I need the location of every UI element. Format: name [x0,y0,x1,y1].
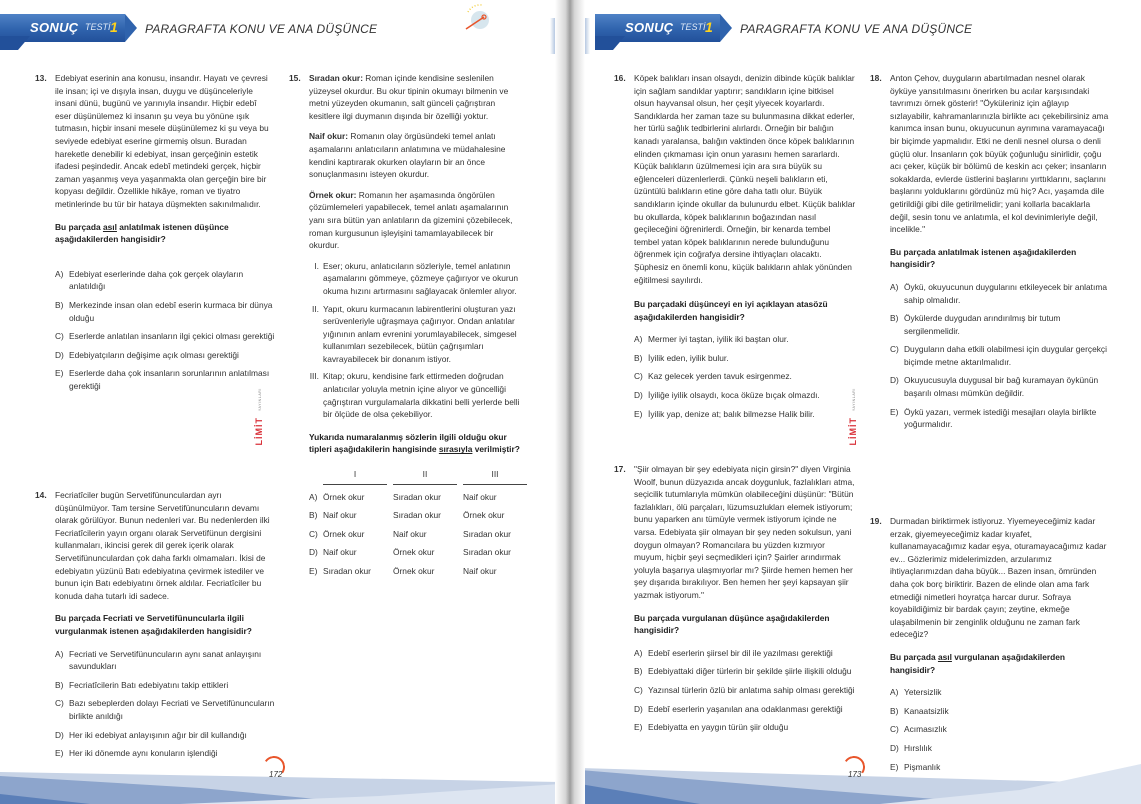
answer-option-a[interactable] [309,491,521,504]
question-number: 19. [870,516,882,526]
statement-text: Kitap; okuru, kendisine fark ettirmeden doğrudan anlatıcılar yoluyla metnin içine alıyor ve güncelliği çağrıştıran vurgulamalarla dikkatini belli yerlerde belli bir ölçüde de olsa çekebiliyor. [323,371,520,420]
definition-term: Sıradan okur: [309,73,363,83]
definition-naive-reader [309,130,521,180]
option-cell: Naif okur [323,547,357,558]
question-passage: "Şiir olmayan bir şey edebiyata niçin girsin?" diyen Virginia Woolf, bunun düzyazıda ancak doygunluk, fazlalıkları atma, seçicilik tutumlarıyla mümkün olabileceğini düşünür: "Bütün fazlalıkları, ölü parçaları, lüzumsuzlukları elemek istiyorum; bunu yaparken anı tümüyle vermek istiyorum içinde ne varsa. Edebiyata şiir olmayan bir şey neden sokulsun, yani doygun olmayan? Romancılara bu yüzden kızmıyor muyum, hiçbir şeyi seçmedikleri için? Şairler arındırmak yoluyla başarıya ulaşmıyorlar mı? Şiirde hemen hemen her şey dışarıda bırakılıyor. Ben hemen her şeyi kapsayan şiir yazmak istiyorum." [634,464,855,600]
option-letter: A) [890,281,899,292]
answer-option-e[interactable] [309,565,521,578]
question-stem: Bu parçada Fecriati ve Servetifünuncularla ilgili vurgulanmak istenen aşağıdakilerden hangisidir? [55,613,252,636]
option-text: Okuyucusuyla duygusal bir bağ kuramayan öykünün başarılı olması mümkün değildir. [904,375,1099,399]
stem-underlined-word: asıl [102,221,117,232]
option-letter: A) [634,334,643,345]
answer-option-d[interactable] [890,742,1110,755]
gauge-icon [462,2,492,32]
option-text: Merkezinde insan olan edebî eserin kurmaca bir dünya olduğu [69,299,273,323]
answer-option-a[interactable] [890,281,1110,306]
option-text: Edebiyatçıların değişime açık olması gerektiği [69,349,239,360]
definition-text: Romanın olay örgüsündeki temel anlatı aşamalarını anlatıcıların anlatımına ve müdahalesine kendini kaptırarak okurken olayların bir an önce sonuçlanmasını isteyen okurdur. [309,131,506,180]
statement-i [309,260,521,298]
option-letter: E) [634,408,643,419]
option-letter: B) [634,352,643,363]
option-text: Edebiyatta en yaygın türün şiir olduğu [648,722,789,733]
banner-arrow [125,14,137,42]
option-letter: B) [634,666,643,677]
option-cell: Sıradan okur [323,566,371,576]
statement-iii [309,370,521,420]
answer-option-c[interactable] [309,528,521,541]
option-text: Fecriati ve Servetifünuncuların aynı sanat anlayışını savundukları [69,648,262,672]
option-cell: Naif okur [463,566,497,576]
question-number: 16. [614,73,626,83]
stem-text: verilmiştir? [472,444,520,455]
option-text: Edebiyattaki diğer türlerin bir şekilde şiirle ilişkili olduğu [648,666,852,677]
option-text: Kaz gelecek yerden tavuk esirgenmez. [648,371,792,382]
option-letter: D) [890,742,899,753]
option-cell: Örnek okur [393,566,435,576]
stem-underlined-word: sırasıyla [438,444,473,455]
option-text: Edebî eserlerin yaşanılan ana odaklanması gerektiği [648,703,843,714]
question-number: 18. [870,73,882,83]
option-text: İyilik eden, iyilik bulur. [648,352,729,363]
test-label: TESTİ [85,22,111,32]
definition-model-reader [309,189,521,252]
option-letter: E) [309,566,318,576]
answer-option-d[interactable] [55,729,275,742]
answer-option-c[interactable] [55,697,275,722]
answer-option-c[interactable] [55,330,275,343]
option-text: Yetersizlik [904,687,942,698]
question-stem: Bu parçada anlatılmak istenen aşağıdakilerden hangisidir? [890,246,1077,270]
test-label: TESTİ [680,22,706,32]
option-letter: A) [55,648,64,659]
statement-number: II. [312,303,319,314]
left-page [0,0,560,804]
stem-text: Yukarıda numaralanmış sözlerin ilgili olduğu okur tipleri aşağıdakilerin hangisinde [309,431,507,455]
option-text: Pişmanlık [904,761,941,772]
option-letter: B) [309,510,318,521]
option-text: İyiliğe iyilik olsaydı, koca öküze bıçak olmazdı. [648,390,820,401]
definition-term: Naif okur: [309,131,349,142]
answer-option-a[interactable] [55,268,275,293]
option-text: Edebiyat eserlerinde daha çok gerçek olayların anlatıldığı [69,268,244,292]
publisher-name: LİMİT [254,416,264,445]
question-stem [890,651,1110,676]
answer-option-a[interactable] [634,333,856,346]
option-letter: A) [55,268,64,279]
option-cell: Sıradan okur [393,491,441,502]
statement-number: III. [309,371,319,382]
option-letter: D) [55,729,64,740]
option-letter: C) [55,698,64,709]
answer-option-c[interactable] [634,684,856,697]
option-text: Öykü, okuyucunun duygularını etkileyecek bir anlatıma sahip olmalıdır. [904,281,1107,305]
question-17 [614,463,856,740]
test-number: 1 [705,19,713,35]
test-number: 1 [110,19,118,35]
answer-option-e[interactable] [634,721,856,734]
question-stem [309,431,521,456]
publisher-sub: YAYINLARI [258,387,262,411]
numbered-statements [309,260,521,421]
option-text: Edebî eserlerin şiirsel bir dil ile yazılması gerektiği [648,647,833,658]
option-cell: Örnek okur [393,547,435,558]
stem-text: vurgulanan aşağıdakilerden hangisidir? [890,651,1066,675]
option-text: Bazı sebeplerden dolayı Fecriati ve Servetifünuncuların birlikte anıldığı [69,698,275,721]
series-label: SONUÇ [625,20,674,35]
option-letter: D) [634,390,643,401]
answer-options [634,647,856,734]
question-number: 17. [614,464,626,474]
question-passage: Fecriatîciler bugün Servetifünunculardan ayrı düşünülmüyor. Tam tersine Servetifünuncuların devamı olarak görülüyor. Bunun nedenleri var. Bu nedenlerden ilki Fecriatîcilerin yayın organı olarak Servetifünun dergisini kullanmaları, ikincisi gerek dil gerek içerik olarak Servetifünunculardan çok daha farklı olmamaları. İkisi de edebiyatın yüzünü Batı edebiyatına çevirmek istediler ve bunun için Batı edebiyatını örnek aldılar. Fecriatîciler bu konuda daha tutarlı idi sadece. [55,490,270,601]
option-cell: Sıradan okur [463,528,511,539]
answer-option-d[interactable] [309,546,521,559]
book-spine [555,0,585,804]
option-text: Mermer iyi taştan, iyilik iki baştan olur. [648,334,789,345]
publisher-logo [848,355,862,445]
option-text: Eserlerde daha çok insanların sorunlarının anlatılması gerektiği [69,368,270,391]
definition-text: Romanın her aşamasında öngörülen çözümlemeleri yapabilecek, temel anlatı aşamalarının yanı sıra bütün yan anlatıların da gizemini çözebilecek, roman kurgusunun işleyişini tamamlayabilecek bir okurdur. [309,189,513,251]
question-16 [614,72,856,426]
right-page [580,0,1141,804]
header-spacer [309,468,317,485]
question-14 [35,489,275,766]
answer-option-a[interactable] [890,686,1110,699]
option-letter: B) [890,313,899,324]
option-cell: Naif okur [323,510,357,521]
banner-ribbon-tail [0,36,30,50]
banner-arrow [720,14,732,42]
question-stem [55,221,275,246]
option-letter: A) [309,491,318,502]
answer-option-a[interactable] [55,648,275,673]
option-cell: Sıradan okur [463,547,511,558]
question-19 [870,515,1110,779]
option-letter: A) [890,687,899,698]
statement-ii [309,303,521,366]
option-text: Her iki edebiyat anlayışının ağır bir dil kullandığı [69,729,247,740]
subject-title: PARAGRAFTA KONU VE ANA DÜŞÜNCE [740,22,973,36]
option-letter: E) [634,722,643,733]
answer-option-a[interactable] [634,647,856,660]
answer-option-d[interactable] [634,389,856,402]
answer-option-b[interactable] [634,665,856,678]
option-letter: C) [309,528,318,539]
option-text: Kanaatsizlik [904,705,949,716]
option-text: Hırslılık [904,742,932,753]
answer-option-e[interactable] [890,406,1110,431]
stem-text: anlatılmak istenen düşünce aşağıdakilerden hangisidir? [55,221,229,245]
option-letter: D) [890,375,899,386]
series-label: SONUÇ [30,20,79,35]
publisher-name: LİMİT [848,416,858,445]
definition-term: Örnek okur: [309,189,357,200]
answer-option-c[interactable] [890,343,1110,368]
option-letter: E) [55,368,64,379]
option-text: Fecriatîcilerin Batı edebiyatını takip ettikleri [69,679,229,690]
option-cell: Örnek okur [463,510,505,521]
question-passage: Edebiyat eserinin ana konusu, insandır. Hayatı ve çevresi ile insan; içi ve dışıyla insan, duygu ve düşünceleriyle insani dünü, bugünü ve yarınıyla insandır. Hiçbir edebî eser düşünülemez ki insanın şu veya bu yönüne ışık tutmasın, hiçbir insani mesele düşünülemez ki şu veya bu seviyede edebiyat eserine girmemiş olsun. Buradan hareketle denebilir ki edebiyat, insan gerçeğinin estetik ifadesi peşindedir. Ancak edebî metindeki gerçek, hiçbir zaman yaşanmış veya yaşanmakta olan gerçeğin bire bir kopyası değildir. Özellikle hikâye, roman ve tiyatro metinlerinde bu tür bir hataya düşmekten sakınılmalıdır. [55,73,269,209]
statement-number: I. [314,260,319,271]
column-header-iii: III [463,468,527,485]
option-letter: B) [890,705,899,716]
option-text: Yazınsal türlerin özlü bir anlatıma sahip olması gerektiği [648,684,855,695]
question-number: 13. [35,73,47,83]
option-letter: E) [890,406,899,417]
answer-options [890,281,1110,431]
statement-text: Yapıt, okuru kurmacanın labirentlerini oluşturan yazı serüvenleriyle uğraşmaya çağırıyor. Ondan anlatılar yığınının anlam evrenini yorumlayabilecek, simgesel kullanımları sezebilecek, bütün çağrışımları kavrayabilecek bir donanım istiyor. [323,303,517,364]
stem-text: Bu parçada [890,651,938,662]
option-letter: C) [634,371,643,382]
option-letter: C) [634,684,643,695]
option-text: İyilik yap, denize at; balık bilmezse Halik bilir. [648,408,815,419]
answer-option-d[interactable] [634,703,856,716]
option-text: Öykülerde duygudan arındırılmış bir tutum sergilenmelidir. [904,313,1061,336]
question-passage: Köpek balıkları insan olsaydı, denizin dibinde küçük balıklar için sağlam sandıklar yaptırır; sandıkların içine bitkisel olsun hayvansal olsun, her çeşit yiyecek koyarlardı. Sandıklarda her zaman taze su bulunmasına dikkat ederler, her türlü sağlık tedbirlerini alırlardı. Örneğin bir balığın kanadı yaralansa, balığın vaktinden önce köpek balıklarının elinden çıkmaması için onun yarasını hemen sararlardı. Küçük balıkların üzülmemesi için ara sıra büyük su eğlenceleri düzenlerlerdi. Çünkü neşeli balıkların eti, üzüntülü balıkların etine göre daha tatlı olur. Büyük sandıkların içinde okullar da bulunurdu elbet. Küçük balıklar bu okullarda, köpek balıklarının boğazından nasıl geçileceğini öğrenirlerdi. Örneğin, bir kenarda tembel tembel yatan köpek balıklarının nerede bulunduğunu öğrenmek için coğrafya dersine ihtiyaçları olacaktı. Şüphesiz en önemli konu, küçük balıkların ahlak yönünden eğitilmesi sayılırdı. [634,73,856,285]
question-18 [870,72,1110,437]
answer-option-c[interactable] [890,723,1110,736]
option-text: Öykü yazarı, vermek istediği mesajları olayla birlikte yoğurmalıdır. [904,406,1097,430]
option-letter: D) [634,703,643,714]
answer-option-e[interactable] [55,367,275,392]
answer-option-c[interactable] [634,370,856,383]
option-text: Her iki dönemde aynı konuların işlendiği [69,748,218,759]
column-header-ii: II [393,468,457,485]
banner-ribbon-tail [595,36,625,50]
option-letter: B) [55,299,64,310]
answer-options [634,333,856,420]
publisher-logo [254,355,268,445]
question-13 [35,72,275,398]
question-number: 15. [289,73,301,83]
option-letter: E) [55,748,64,759]
answer-table [309,468,521,578]
option-letter: E) [890,761,899,772]
option-cell: Naif okur [463,491,497,502]
option-letter: C) [890,344,899,355]
answer-table-header [309,468,521,485]
page-number: 172 [269,770,283,779]
question-stem: Bu parçada vurgulanan düşünce aşağıdakilerden hangisidir? [634,612,830,636]
answer-option-d[interactable] [55,349,275,362]
answer-option-e[interactable] [634,408,856,421]
answer-option-b[interactable] [890,312,1110,337]
option-text: Duyguların daha etkili olabilmesi için duygular gerçekçi biçimde metne aktarılmalıdır. [904,344,1107,367]
option-text: Eserlerde anlatılan insanların ilgi çekici olması gerektiği [69,331,275,342]
option-letter: A) [634,647,643,658]
answer-option-b[interactable] [634,352,856,365]
option-letter: D) [55,349,64,360]
answer-option-d[interactable] [890,374,1110,399]
answer-option-b[interactable] [309,509,521,522]
option-cell: Sıradan okur [393,510,441,521]
answer-option-b[interactable] [55,679,275,692]
definition-ordinary-reader [309,72,521,122]
option-cell: Naif okur [393,528,427,539]
option-letter: D) [309,547,318,558]
option-letter: B) [55,679,64,690]
option-cell: Örnek okur [323,528,365,539]
question-stem: Bu parçadaki düşünceyi en iyi açıklayan atasözü aşağıdakilerden hangisidir? [634,299,828,322]
publisher-sub: YAYINLARI [852,387,856,411]
question-15 [289,72,521,578]
subject-title: PARAGRAFTA KONU VE ANA DÜŞÜNCE [145,22,378,36]
option-cell: Örnek okur [323,491,365,502]
question-number: 14. [35,490,47,500]
definition-text: Roman içinde kendisine seslenilen yüzeysel okurdur. Bu okur tipinin okumayı bilmenin ve metni yüzeyden okumanın, salt günceli çağrıştıran kesitlere ilgi duymanın dışında bir özelliği yoktur. [309,73,509,121]
answer-options [55,648,275,760]
stem-underlined-word: asıl [937,651,952,662]
column-header-i: I [323,468,387,485]
option-text: Acımasızlık [904,724,947,735]
answer-option-b[interactable] [890,705,1110,718]
question-passage: Anton Çehov, duyguların abartılmadan nesnel olarak öyküye yansıtılmasını önerirken bu acılar karşısındaki tavrımızı örnek gösterir! "Öyküleriniz için ağlayıp sızlayabilir, kahramanlarınızla birlikte acı çekebilirsiniz ama kanımca insan bunu, okuyucunun ayrımına varamayacağı bir biçimde yapmalıdır. Etki ne denli nesnel olursa o denli güçlü olur. İnsanların çok büyük çoğunluğu sinirlidir, çoğu acı çeker, küçük bir bölümü de keskin acı çeker; insanların sokaklarda, evlerde üstlerini başlarını yırttıklarını, saçlarını başlarını yolduklarını gördünüz mü hiç? Acı, yaşamda dile getirildiği gibi dile getirilmelidir; yani kollarla bacaklarla değil, sesin tonu ve anlatımla, el kol devinimleriyle değil, incelikle." [890,73,1109,235]
answer-options [55,268,275,393]
page-number: 173 [848,770,862,779]
option-letter: C) [55,331,64,342]
stem-text: Bu parçada [55,221,103,232]
statement-text: Eser; okuru, anlatıcıların sözleriyle, temel anlatının aşamalarını gömmeye, çözmeye çağırıyor ve okurun okuma hızını artırmasını sağlayacak önlemler alıyor. [323,260,519,296]
question-passage: Durmadan biriktirmek istiyoruz. Yiyemeyeceğimiz kadar erzak, giyemeyeceğimiz kadar kıyafet, kullanamayacağımız kadar eşya, oturamayacağımız kadar ev... Gözlerimiz midelerimizden, arzularımız ihtiyaçlarımızdan daha büyük... Bazen insan, ömründen daha çok borç biriktirir. Bazen de elinde olan ama fark etmediği nimetleri hoyratça harcar durur. Sofraya koyabildiğimiz bir bardak çayın; zeytine, ekmeğe ulaşabilmenin bir zenginlik olduğunu ne zaman fark edeceğiz? [890,516,1107,640]
option-letter: C) [890,724,899,735]
answer-option-b[interactable] [55,299,275,324]
